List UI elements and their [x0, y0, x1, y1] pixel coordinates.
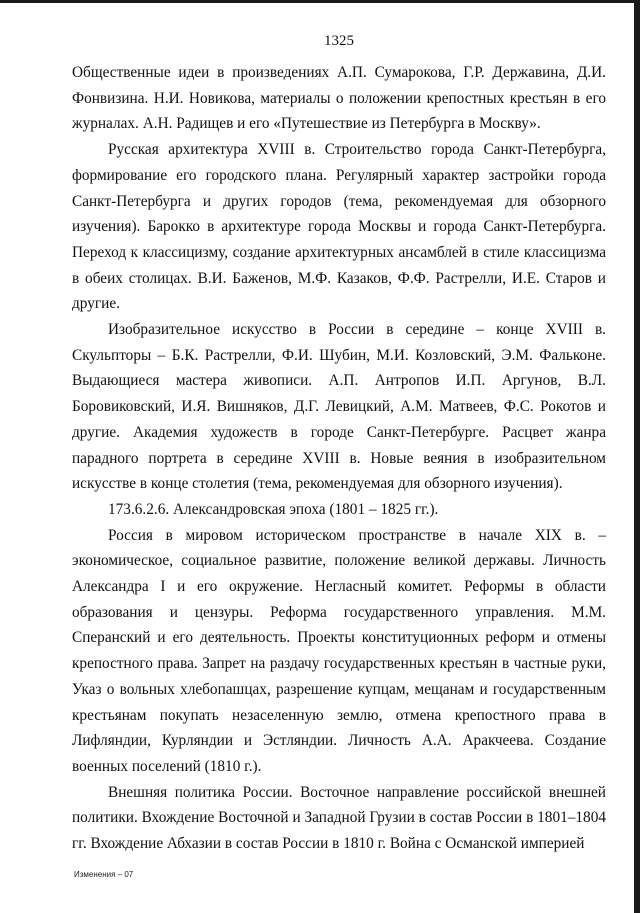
paragraph-architecture: Русская архитектура XVIII в. Строительство города Санкт-Петербурга, формирование его городского плана. Регулярный характер застройки города Санкт-Петербурга и других городов (тема, рекомендуемая для обзорного изучения). Барокко в архитектуре города Москвы и города Санкт-Петербурга. Переход к классицизму, создание архитектурных ансамблей в стиле классицизма в обеих столицах. В.И. Баженов, М.Ф. Казаков, Ф.Ф. Растрелли, И.Е. Старов и другие.: [72, 141, 606, 313]
footer-revision-note: Изменения – 07: [74, 870, 134, 879]
page-number: 1325: [324, 33, 354, 49]
section-heading-alexander-era: 173.6.2.6. Александровская эпоха (1801 – 1825 гг.).: [108, 500, 439, 518]
paragraph-public-ideas: Общественные идеи в произведениях А.П. Сумарокова, Г.Р. Державина, Д.И. Фонвизина. Н.И. Новикова, материалы о положении крепостных крестьян в его журналах. А.Н. Радищев и его «Путешествие из Петербурга в Москву».: [72, 64, 606, 133]
scan-border-top: [0, 0, 640, 3]
paragraph-fine-arts: Изобразительное искусство в России в середине – конце XVIII в. Скульпторы – Б.К. Растрелли, Ф.И. Шубин, М.И. Козловский, Э.М. Фальконе. Выдающиеся мастера живописи. А.П. Антропов И.П. Аргунов, В.Л. Боровиковский, И.Я. Вишняков, Д.Г. Левицкий, А.М. Матвеев, Ф.С. Рокотов и другие. Академия художеств в городе Санкт-Петербурге. Расцвет жанра парадного портрета в середине XVIII в. Новые веяния в изобразительном искусстве в конце столетия (тема, рекомендуемая для обзорного изучения).: [72, 321, 606, 493]
scan-border-right: [634, 0, 640, 913]
paragraph-foreign-policy: Внешняя политика России. Восточное направление российской внешней политики. Вхождение Восточной и Западной Грузии в состав России в 1801–1804 гг. Вхождение Абхазии в состав России в 1810 г. Война с Османской империей: [72, 783, 606, 853]
paragraph-russia-early-xix: Россия в мировом историческом пространстве в начале XIX в. – экономическое, социальное развитие, положение великой державы. Личность Александра I и его окружение. Негласный комитет. Реформы в области образования и цензуры. Реформа государственного управления. М.М. Сперанский и его деятельность. Проекты конституционных реформ и отмены крепостного права. Запрет на раздачу государственных крестьян в частные руки, Указ о вольных хлебопашцах, разрешение купцам, мещанам и государственным крестьянам покупать незаселенную землю, отмена крепостного права в Лифляндии, Курляндии и Эстляндии. Личность А.А. Аракчеева. Создание военных поселений (1810 г.).: [72, 526, 606, 775]
document-page: [72, 28, 606, 857]
